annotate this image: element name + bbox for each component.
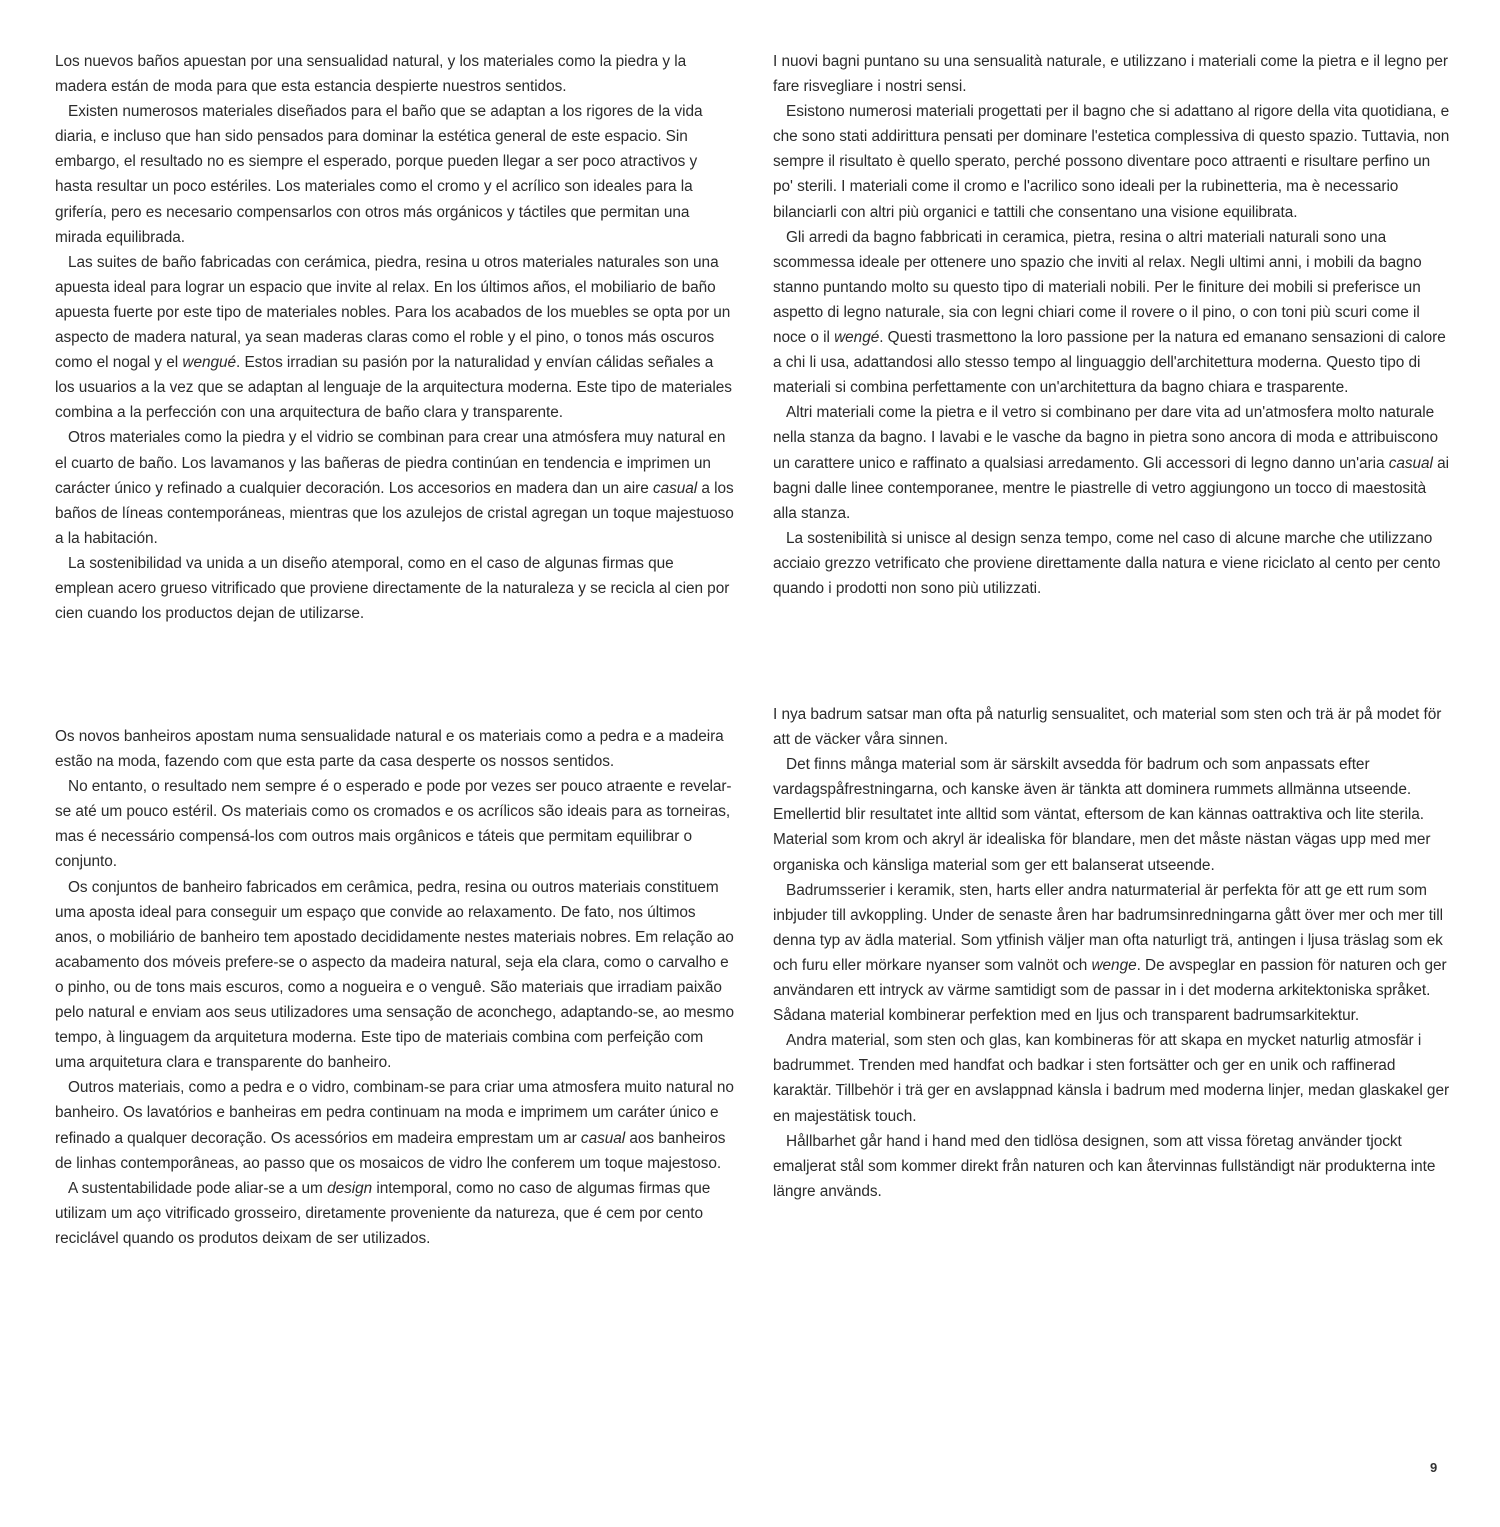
portuguese-text-column [55,724,735,1251]
paragraph [773,49,1453,99]
text-run: aos banheiros de linhas contemporâneas, ao passo que os mosaicos de vidro lhe conferem um toque majestoso. [55,1129,726,1172]
paragraph [55,1176,735,1251]
italic-text: casual [652,479,698,497]
text-run: intemporal, como no caso de algumas firmas que utilizam um aço vitrificado grosseiro, diretamente proveniente da natureza, que é cem por cento reciclável quando os produtos deixam de ser utilizados. [55,1179,711,1247]
text-run: No entanto, o resultado nem sempre é o esperado e pode por vezes ser pouco atraente e revelar-se até um pouco estéril. Os materiais como os cromados e os acrílicos são ideais para as torneiras, mas é necessário compensá-los com outros mais orgânicos e táteis que permitam equilibrar o conjunto. [55,778,732,871]
spanish-text-column [55,49,735,626]
italic-text: wengé [834,329,880,347]
text-run: La sostenibilidad va unida a un diseño atemporal, como en el caso de algunas firmas que emplean acero grueso vitrificado que proviene directamente de la naturaleza y se recicla al cien por cien cuando los productos dejan de utilizarse. [55,554,730,623]
paragraph [55,875,735,1076]
text-run: . Questi trasmettono la loro passione per la natura ed emanano sensazioni di calore a chi li usa, adattandosi allo stesso tempo al linguaggio dell'architettura moderna. Questo tipo di materiali si combina perfettamente con un'architettura da bagno chiara e trasparente. [773,329,1446,397]
text-run: Otros materiales como la piedra y el vidrio se combinan para crear una atmósfera muy natural en el cuarto de baño. Los lavamanos y las bañeras de piedra continúan en tendencia e imprimen un carácter único y refinado a cualquier decoración. Los accesorios en madera dan un aire [55,429,726,497]
paragraph [55,250,735,426]
text-run: Os conjuntos de banheiro fabricados em cerâmica, pedra, resina ou outros materiais constituem uma aposta ideal para conseguir um espaço que convide ao relaxamento. De fato, nos últimos anos, o mobiliário de banheiro tem apostado decididamente nestes materiais nobres. Em relação ao acabamento dos móveis prefere-se o aspecto da madeira natural, seja ela clara, como o carvalho e o pinho, ou de tons mais escuros, como a nogueira e o venguê. São materiais que irradiam paixão pelo natural e enviam aos seus utilizadores uma sensação de aconchego, adaptando-se, ao mesmo tempo, à linguagem da arquitetura moderna. Este tipo de materiais combina com perfeição com uma arquitetura clara e transparente do banheiro. [55,878,734,1072]
paragraph [55,425,735,550]
italic-text: design [327,1179,373,1197]
paragraph [773,878,1453,1029]
paragraph [55,99,735,250]
paragraph [55,724,735,774]
text-run: Esistono numerosi materiali progettati per il bagno che si adattano al rigore della vita quotidiana, e che sono stati addirittura pensati per dominare l'estetica complessiva di questo spazio. Tuttavia, non sempre il risultato è quello sperato, perché possono diventare poco attraenti e risultare perfino un po' sterili. I materiali come il cromo e l'acrilico sono ideali per la rubinetteria, ma è necessario bilanciarli con altri più organici e tattili che consentano una visione equilibrata. [773,103,1450,221]
italic-text: wengué [182,354,237,372]
text-run: Os novos banheiros apostam numa sensualidade natural e os materiais como a pedra e a madeira estão na moda, fazendo com que esta parte da casa desperte os nossos sentidos. [55,728,724,771]
text-run: Altri materiali come la pietra e il vetro si combinano per dare vita ad un'atmosfera molto naturale nella stanza da bagno. I lavabi e le vasche da bagno in pietra sono ancora di moda e attribuiscono un carattere unico e raffinato a qualsiasi arredamento. Gli accessori di legno danno un'aria [773,404,1439,472]
text-run: I nya badrum satsar man ofta på naturlig sensualitet, och material som sten och trä är på modet för att de väcker våra sinnen. [773,706,1442,749]
paragraph [55,551,735,626]
paragraph [55,1075,735,1175]
text-run: Gli arredi da bagno fabbricati in ceramica, pietra, resina o altri materiali naturali sono una scommessa ideale per ottenere uno spazio che inviti al relax. Negli ultimi anni, i mobili da bagno stanno puntando molto su questo tipo di materiali nobili. Per le finiture dei mobili si preferisce un aspetto di legno naturale, sia con legni chiari come il rovere o il pino, o con toni più scuri come il noce o il [773,228,1422,347]
paragraph [773,225,1453,401]
text-run: . De avspeglar en passion för naturen och ger användaren ett intryck av värme samtidigt som de passar in i det moderna arkitektoniska språket. Sådana material kombinerar perfektion med en ljus och transparent badrumsarkitektur. [773,956,1447,1025]
italic-text: wenge [1091,956,1137,974]
paragraph [773,400,1453,525]
page-number: 9 [1430,1460,1438,1475]
italic-text: casual [1388,454,1433,472]
text-run: Andra material, som sten och glas, kan kombineras för att skapa en mycket naturlig atmosfär i badrummet. Trenden med handfat och badkar i sten fortsätter och ger en unik och raffinerad karaktär. Tillbehör i trä ger en avslappnad känsla i badrum med moderna linjer, medan glaskakel ger en majestätisk touch. [773,1032,1450,1125]
text-run: . Estos irradian su pasión por la naturalidad y envían cálidas señales a los usuarios a la vez que se adaptan al lenguaje de la arquitectura moderna. Este tipo de materiales combina a la perfección con una arquitectura de baño clara y transparente. [55,354,732,422]
italic-text: casual [580,1129,626,1147]
text-run: I nuovi bagni puntano su una sensualità naturale, e utilizzano i materiali come la pietra e il legno per fare risvegliare i nostri sensi. [773,53,1448,96]
paragraph [773,526,1453,601]
paragraph [773,1028,1453,1128]
paragraph [773,702,1453,752]
text-run: Los nuevos baños apuestan por una sensualidad natural, y los materiales como la piedra y la madera están de moda para que esta estancia despierte nuestros sentidos. [55,53,687,96]
swedish-text-column [773,702,1453,1204]
text-run: a los baños de líneas contemporáneas, mientras que los azulejos de cristal agregan un toque majestuoso a la habitación. [55,479,734,547]
text-run: ai bagni dalle linee contemporanee, mentre le piastrelle di vetro aggiungono un tocco di maestosità alla stanza. [773,454,1450,522]
text-run: Existen numerosos materiales diseñados para el baño que se adaptan a los rigores de la vida diaria, e incluso que han sido pensados para dominar la estética general de este espacio. Sin embargo, el resultado no es siempre el esperado, porque pueden llegar a ser poco atractivos y hasta resultar un poco estériles. Los materiales como el cromo y el acrílico son ideales para la grifería, pero es necesario compensarlos con otros más orgánicos y táctiles que permitan una mirada equilibrada. [55,103,703,246]
text-run: Det finns många material som är särskilt avsedda för badrum och som anpassats efter vardagspåfrestningarna, och kanske även är tänkta att dominera rummets allmänna utseende. Emellertid blir resultatet inte alltid som väntat, eftersom de kan kännas oattraktiva och lite sterila. Material som krom och akryl är idealiska för blandare, men det måste nästan vägas upp med mer organiska och känsliga material som ger ett balanserat utseende. [773,756,1431,874]
text-run: Badrumsserier i keramik, sten, harts eller andra naturmaterial är perfekta för att ge ett rum som inbjuder till avkoppling. Under de senaste åren har badrumsinredningarna gått över mer och mer till denna typ av ädla material. Som ytfinish väljer man ofta naturligt trä, antingen i ljusa träslag som ek och furu eller mörkare nyanser som valnöt och [773,881,1444,974]
paragraph [55,49,735,99]
paragraph [773,752,1453,877]
text-run: Las suites de baño fabricadas con cerámica, piedra, resina u otros materiales naturales son una apuesta ideal para lograr un espacio que invite al relax. En los últimos años, el mobiliario de baño apuesta fuerte por este tipo de materiales nobles. Para los acabados de los muebles se opta por un aspecto de madera natural, ya sean maderas claras como el roble y el pino, o tonos más oscuros como el nogal y el [55,253,731,372]
paragraph [773,1129,1453,1204]
text-run: Hållbarhet går hand i hand med den tidlösa designen, som att vissa företag använder tjockt emaljerat stål som kommer direkt från naturen och kan återvinnas fullständigt när produkterna inte längre används. [773,1132,1436,1200]
text-run: A sustentabilidade pode aliar-se a um [68,1179,328,1197]
paragraph [773,99,1453,224]
text-run: Outros materiais, como a pedra e o vidro, combinam-se para criar uma atmosfera muito natural no banheiro. Os lavatórios e banheiras em pedra continuam na moda e imprimem um caráter único e refinado a qualquer decoração. Os acessórios em madeira emprestam um ar [55,1079,734,1147]
text-run: La sostenibilità si unisce al design senza tempo, come nel caso di alcune marche che utilizzano acciaio grezzo vetrificato che proviene direttamente dalla natura e viene riciclato al cento per cento quando i prodotti non sono più utilizzati. [773,529,1441,597]
paragraph [55,774,735,874]
italian-text-column [773,49,1453,601]
